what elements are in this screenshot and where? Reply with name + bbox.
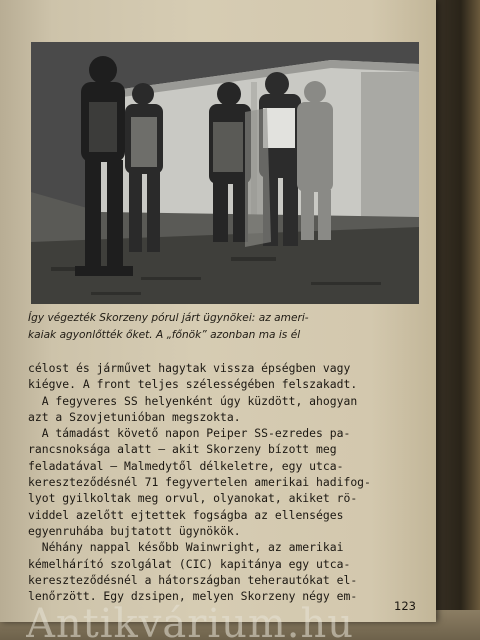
body-line: egyenruhába bujtatott ügynökök. [28,523,241,538]
body-line: kémelhárító szolgálat (CIC) kapitánya egy utca- [28,556,351,571]
body-line: kiégve. A front teljes szélességében felszakadt. [28,377,358,392]
photo-caption [28,310,424,344]
caption-line: Így végezték Skorzeny pórul járt ügynökei: az ameri- [28,312,309,324]
body-line: A fegyveres SS helyenként úgy küzdött, ahogyan [28,393,358,408]
caption-line: kaiak agyonlőtték őket. A „főnök” azonban ma is él [28,329,301,341]
photograph-execution-scene [31,42,419,304]
photo-illustration [31,42,419,304]
body-text [28,360,424,604]
page-number: 123 [394,599,416,613]
watermark: Antikvárium.hu [26,604,355,640]
body-line: kereszteződésnél a hátországban teherautókat el- [28,572,358,587]
body-line: célost és járművet hagytak vissza épségben vagy [28,361,351,375]
body-line: azt a Szovjetunióban megszokta. [28,409,241,424]
body-line: A támadást követő napon Peiper SS-ezredes pa- [28,426,351,441]
body-line: kereszteződésnél 71 fegyvertelen amerikai hadifog- [28,475,371,490]
body-line: viddel azelőtt ejtettek fogságba az ellenséges [28,507,344,522]
body-line: rancsnoksága alatt — akit Skorzeny bízott meg [28,442,337,457]
body-line: Néhány nappal később Wainwright, az amerikai [28,540,344,555]
body-line: lenőrzött. Egy dzsipen, melyen Skorzeny négy em- [28,589,358,604]
body-line: lyot gyilkoltak meg orvul, olyanokat, akiket rö- [28,491,358,506]
body-line: feladatával — Malmedytől délkeletre, egy utca- [28,458,344,473]
background-right [432,0,480,640]
